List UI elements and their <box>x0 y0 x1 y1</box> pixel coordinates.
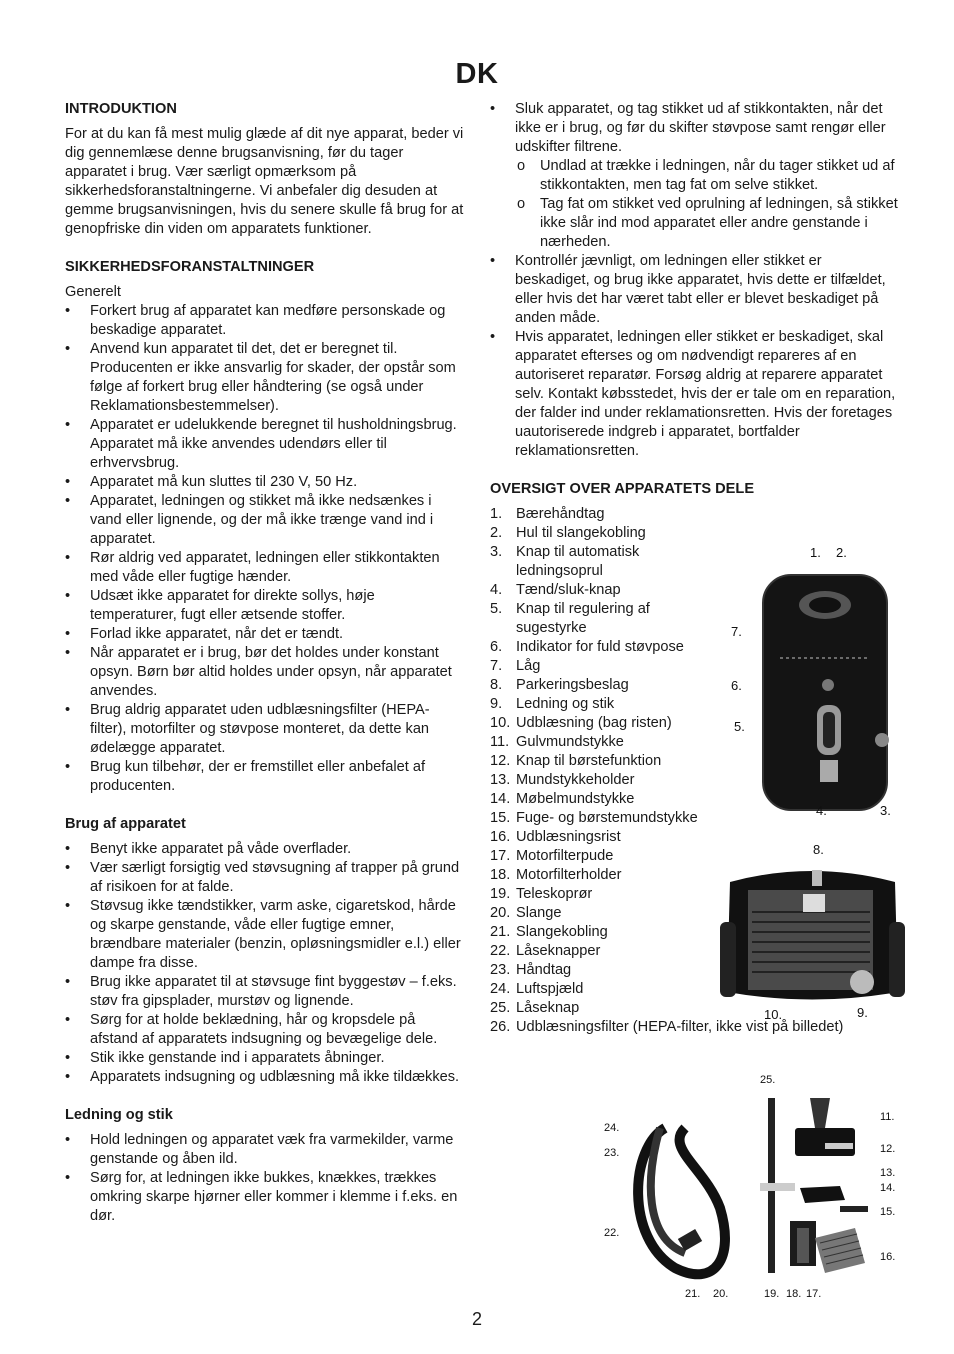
parts-item-number: 7. <box>490 658 503 674</box>
callout-25: 25. <box>760 1074 776 1086</box>
callout-2: 2. <box>836 545 847 560</box>
parts-item-text: Parkeringsbeslag <box>516 677 629 693</box>
parts-item-text: Hul til slangekobling <box>516 525 646 541</box>
parts-item-text: Låseknapper <box>516 943 601 959</box>
list-item: • Forlad ikke apparatet, når det er tændt. <box>65 625 465 644</box>
list-item: • Forkert brug af apparatet kan medføre personskade og beskadige apparatet. <box>65 302 465 340</box>
parts-item-number: 19. <box>490 886 511 902</box>
parts-list-item <box>490 505 900 524</box>
list-item: • Vær særligt forsigtig ved støvsugning af trapper på grund af risikoen for at falde. <box>65 859 465 897</box>
parts-item-number: 20. <box>490 905 511 921</box>
parts-item-text: Låg <box>516 658 541 674</box>
cord-heading: Ledning og stik <box>65 1107 173 1123</box>
callout-10: 10. <box>764 1007 783 1022</box>
callout-6: 6. <box>731 678 742 693</box>
parts-item-number: 23. <box>490 962 511 978</box>
parts-item-number: 21. <box>490 924 511 940</box>
parts-item-text: Knap til regulering af <box>516 601 650 617</box>
parts-item-text: Håndtag <box>516 962 572 978</box>
parts-item-number: 22. <box>490 943 511 959</box>
parts-item-number: 15. <box>490 810 511 826</box>
general-label: Generelt <box>65 284 121 300</box>
parts-heading: OVERSIGT OVER APPARATETS DELE <box>490 481 755 497</box>
parts-item-number: 3. <box>490 544 503 560</box>
list-item: • Brug kun tilbehør, der er fremstillet eller anbefalet af producenten. <box>65 758 465 796</box>
list-item: • Sørg for at holde beklædning, hår og kropsdele på afstand af apparatets indsugning og bevægelige dele. <box>65 1011 465 1049</box>
list-item: • Sørg for, at ledningen ikke bukkes, knækkes, trækkes omkring skarpe hjørner eller kommer i klemme i f.eks. en dør. <box>65 1169 465 1226</box>
callout-9: 9. <box>857 1005 868 1020</box>
general-list <box>65 302 465 796</box>
list-item: • Apparatet er udelukkende beregnet til husholdningsbrug. Apparatet må ikke anvendes udendørs eller til erhvervsbrug. <box>65 416 465 473</box>
list-item: • Når apparatet er i brug, bør det holdes under konstant opsyn. Børn bør altid holdes under opsyn, når apparatet anvendes. <box>65 644 465 701</box>
list-item: • Apparatet må kun sluttes til 230 V, 50 Hz. <box>65 473 465 492</box>
callout-20: 20. <box>713 1288 729 1300</box>
list-item: • Hold ledningen og apparatet væk fra varmekilder, varme genstande og åben ild. <box>65 1131 465 1169</box>
callout-16: 16. <box>880 1251 896 1263</box>
page-title: DK <box>455 58 499 90</box>
parts-item-number: 18. <box>490 867 511 883</box>
parts-item-number: 14. <box>490 791 511 807</box>
parts-item-number: 6. <box>490 639 503 655</box>
parts-item-number: 17. <box>490 848 511 864</box>
list-item: • Brug aldrig apparatet uden udblæsningsfilter (HEPA-filter), motorfilter og støvpose monteret, da dette kan ødelægge apparatet. <box>65 701 465 758</box>
parts-item-text: Ledning og stik <box>516 696 615 712</box>
parts-item-text: sugestyrke <box>516 620 587 636</box>
callout-3: 3. <box>880 803 891 818</box>
parts-item-number: 25. <box>490 1000 511 1016</box>
parts-item-text: Slangekobling <box>516 924 608 940</box>
callout-8: 8. <box>813 842 824 857</box>
parts-item-number: 12. <box>490 753 511 769</box>
callout-7: 7. <box>731 624 742 639</box>
sub-list-item: o Tag fat om stikket ved oprulning af ledningen, så stikket ikke slår ind mod apparatet eller andre genstande i nærheden. <box>490 195 900 252</box>
parts-item-text: Låseknap <box>516 1000 580 1016</box>
callout-1: 1. <box>810 545 821 560</box>
parts-item-text: Udblæsningsfilter (HEPA-filter, ikke vist på billedet) <box>516 1019 844 1035</box>
parts-item-text: Mundstykkeholder <box>516 772 635 788</box>
parts-item-text: Knap til børstefunktion <box>516 753 662 769</box>
vacuum-back-image <box>720 862 905 1010</box>
parts-item-text: Motorfilterpude <box>516 848 614 864</box>
vacuum-top-image <box>760 570 890 815</box>
list-item: • Anvend kun apparatet til det, det er beregnet til. Producenten er ikke ansvarlig for skader, der opstår som følge af forkert brug eller håndtering (se også under Reklamationsbestemmelser). <box>65 340 465 416</box>
parts-item-text: Fuge- og børstemundstykke <box>516 810 698 826</box>
usage-list <box>65 840 465 1087</box>
callout-22: 22. <box>604 1227 620 1239</box>
usage-heading: Brug af apparatet <box>65 816 186 832</box>
parts-list-item <box>490 828 900 847</box>
callout-19: 19. <box>764 1288 780 1300</box>
parts-item-number: 9. <box>490 696 503 712</box>
parts-item-number: 8. <box>490 677 503 693</box>
parts-item-number: 1. <box>490 506 503 522</box>
list-item: • Støvsug ikke tændstikker, varm aske, cigaretskod, hårde og skarpe genstande, våde eller fugtige emner, brændbare materialer (benzin, opløsningsmidler e.l.) eller dampe fra disse. <box>65 897 465 973</box>
list-item: • Udsæt ikke apparatet for direkte sollys, høje temperaturer, fugt eller ætsende stoffer. <box>65 587 465 625</box>
parts-item-text: Tænd/sluk-knap <box>516 582 621 598</box>
parts-item-text: Møbelmundstykke <box>516 791 635 807</box>
parts-item-number: 4. <box>490 582 503 598</box>
parts-item-text: Bærehåndtag <box>516 506 605 522</box>
callout-5: 5. <box>734 719 745 734</box>
parts-item-text: Teleskoprør <box>516 886 593 902</box>
safety-heading: SIKKERHEDSFORANSTALTNINGER <box>65 259 315 275</box>
list-item: • Rør aldrig ved apparatet, ledningen eller stikkontakten med våde eller fugtige hænder. <box>65 549 465 587</box>
list-item: • Sluk apparatet, og tag stikket ud af stikkontakten, når det ikke er i brug, og før du skifter støvpose samt rengør eller udskifter filtrene. <box>490 100 900 157</box>
callout-17: 17. <box>806 1288 822 1300</box>
parts-item-text: Motorfilterholder <box>516 867 622 883</box>
list-item: • Stik ikke genstande ind i apparatets åbninger. <box>65 1049 465 1068</box>
accessories-image <box>625 1088 885 1288</box>
parts-item-text: Knap til automatisk <box>516 544 640 560</box>
callout-4: 4. <box>816 803 827 818</box>
parts-list-item <box>490 1018 900 1037</box>
list-item: • Apparatet, ledningen og stikket må ikke nedsænkes i vand eller lignende, og der må ikke trænge vand ind i apparatet. <box>65 492 465 549</box>
callout-18: 18. <box>786 1288 802 1300</box>
cord-list-left <box>65 1131 465 1226</box>
callout-11: 11. <box>880 1111 895 1123</box>
callout-13: 13. <box>880 1167 896 1179</box>
parts-item-number: 13. <box>490 772 511 788</box>
parts-item-number: 11. <box>490 734 510 750</box>
callout-24: 24. <box>604 1122 620 1134</box>
list-item: • Apparatets indsugning og udblæsning må ikke tildækkes. <box>65 1068 465 1087</box>
parts-item-text: Gulvmundstykke <box>516 734 624 750</box>
cord-list-right <box>490 100 900 461</box>
callout-23: 23. <box>604 1147 620 1159</box>
parts-item-number: 5. <box>490 601 503 617</box>
parts-item-text: Luftspjæld <box>516 981 584 997</box>
parts-item-number: 26. <box>490 1019 511 1035</box>
parts-item-text: Indikator for fuld støvpose <box>516 639 684 655</box>
parts-list-item <box>490 524 900 543</box>
callout-14: 14. <box>880 1182 896 1194</box>
sub-list-item: o Undlad at trække i ledningen, når du tager stikket ud af stikkontakten, men tag fat om selve stikket. <box>490 157 900 195</box>
callout-15: 15. <box>880 1206 896 1218</box>
parts-item-number: 24. <box>490 981 511 997</box>
intro-heading: INTRODUKTION <box>65 101 177 117</box>
list-item: • Benyt ikke apparatet på våde overflader. <box>65 840 465 859</box>
parts-item-number: 16. <box>490 829 511 845</box>
parts-item-number: 2. <box>490 525 503 541</box>
parts-item-text: Slange <box>516 905 562 921</box>
list-item: • Kontrollér jævnligt, om ledningen eller stikket er beskadiget, og brug ikke apparatet, hvis dette er tilfældet, eller hvis det har været tabt eller er blevet beskadiget på anden måde. <box>490 252 900 328</box>
parts-item-text: ledningsoprul <box>516 563 603 579</box>
parts-item-text: Udblæsningsrist <box>516 829 621 845</box>
parts-item-text: Udblæsning (bag risten) <box>516 715 672 731</box>
page-number: 2 <box>471 1309 482 1329</box>
parts-item-number: 10. <box>490 715 511 731</box>
left-column <box>65 100 465 1226</box>
list-item: • Brug ikke apparatet til at støvsuge fint byggestøv – f.eks. støv fra gipsplader, murstøv og lignende. <box>65 973 465 1011</box>
list-item: • Hvis apparatet, ledningen eller stikket er beskadiget, skal apparatet efterses og om nødvendigt repareres af en autoriseret reparatør. Forsøg aldrig at reparere apparatet selv. Kontakt købsstedet, hvis der er tale om en reparation, der falder ind under reklamationsretten. Hvis der foretages uautoriserede indgreb i apparatet, bortfalder reklamationsretten. <box>490 328 900 461</box>
callout-12: 12. <box>880 1143 896 1155</box>
callout-21: 21. <box>685 1288 701 1300</box>
intro-text: For at du kan få mest mulig glæde af dit nye apparat, beder vi dig gennemlæse denne brugsanvisning, før du tager apparatet i brug. Vær særligt opmærksom på sikkerhedsforanstaltningerne. Vi anbefaler dig desuden at gemme brugsanvisningen, hvis du senere skulle få brug for at genopfriske din viden om apparatets funktioner. <box>65 126 464 237</box>
